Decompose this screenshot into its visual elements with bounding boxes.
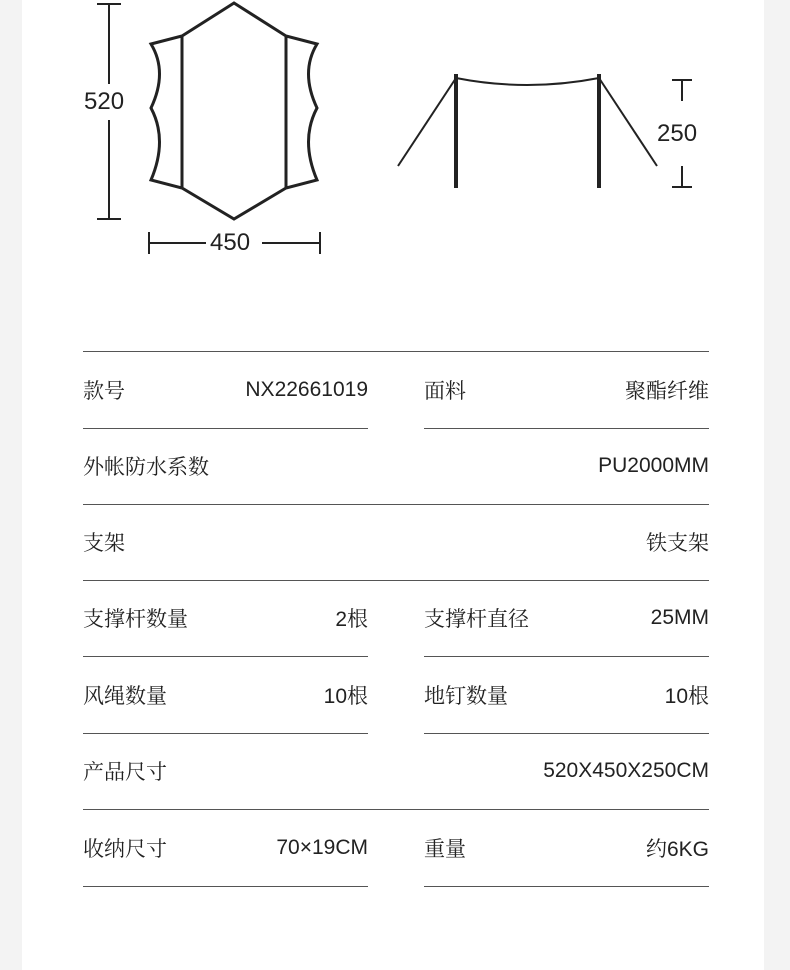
width-dimension-label: 450	[210, 229, 251, 256]
spec-value: 10根	[323, 685, 368, 708]
left-guy-rope	[398, 78, 456, 166]
spec-value: 70×19CM	[276, 836, 368, 859]
spec-value: 10根	[664, 685, 709, 708]
spec-value: PU2000MM	[598, 454, 709, 477]
spec-key: 面料	[424, 379, 466, 403]
side-height-dimension-label: 250	[657, 120, 698, 147]
spec-row	[83, 810, 709, 886]
spec-key: 产品尺寸	[83, 760, 167, 784]
spec-key: 支撑杆直径	[424, 607, 529, 631]
spec-cell	[424, 810, 709, 887]
spec-value: 520X450X250CM	[543, 759, 709, 782]
spec-cell	[83, 733, 709, 810]
spec-key: 支撑杆数量	[83, 607, 188, 631]
spec-value: 25MM	[650, 606, 709, 629]
spec-cell	[83, 810, 368, 887]
spec-row	[83, 657, 709, 733]
spec-key: 重量	[424, 837, 466, 861]
spec-row	[83, 733, 709, 809]
right-guy-rope	[599, 78, 657, 166]
spec-key: 地钉数量	[424, 684, 508, 708]
spec-key: 风绳数量	[83, 684, 167, 708]
tent-diagram-svg	[0, 0, 790, 300]
spec-cell	[83, 504, 709, 581]
spec-key: 收纳尺寸	[83, 837, 167, 861]
tarp-ridge-line	[456, 78, 599, 85]
spec-key: 外帐防水系数	[83, 455, 209, 479]
spec-cell	[83, 352, 368, 429]
spec-value: 铁支架	[646, 532, 709, 555]
spec-row	[83, 352, 709, 428]
tent-dimension-diagram	[0, 0, 790, 300]
spec-key: 支架	[83, 531, 125, 555]
spec-cell	[83, 580, 368, 657]
spec-cell	[424, 352, 709, 429]
spec-value: 2根	[335, 608, 368, 631]
spec-value: NX22661019	[245, 378, 368, 401]
tarp-top-view-outline	[151, 3, 317, 219]
spec-value: 约6KG	[645, 838, 709, 861]
spec-cell	[83, 657, 368, 734]
spec-row	[83, 504, 709, 580]
spec-row	[83, 580, 709, 656]
height-dimension-label: 520	[84, 88, 125, 115]
spec-value: 聚酯纤维	[625, 380, 709, 403]
spec-row	[83, 428, 709, 504]
spec-key: 款号	[83, 379, 125, 403]
spec-cell	[83, 428, 709, 505]
spec-cell	[424, 580, 709, 657]
spec-cell	[424, 657, 709, 734]
